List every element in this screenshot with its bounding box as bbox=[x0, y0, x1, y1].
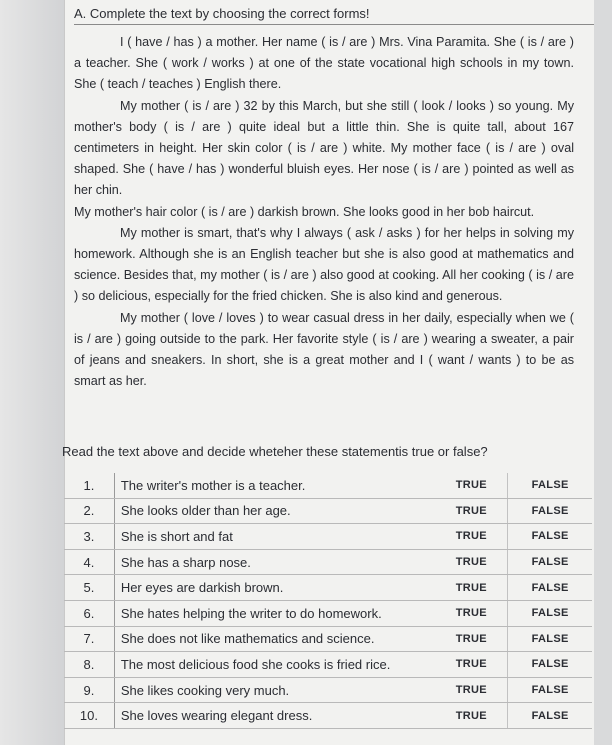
false-option[interactable]: FALSE bbox=[508, 473, 592, 498]
statement-number: 4. bbox=[64, 549, 114, 575]
statement-text: She likes cooking very much. bbox=[114, 677, 435, 703]
false-option[interactable]: FALSE bbox=[508, 524, 592, 550]
statement-row bbox=[64, 677, 592, 703]
statement-row bbox=[64, 498, 592, 524]
passage-paragraph: My mother is smart, that's why I always ( ask / asks ) for her helps in solving my homework. Although she is an English teacher but she is also good at mathematics and science. Besides that, my mother ( is / are ) also good at cooking. All her cooking ( is / are ) so delicious, especially for the fried chicken. She is also kind and generous. bbox=[74, 225, 574, 304]
false-option[interactable]: FALSE bbox=[508, 600, 592, 626]
true-option[interactable]: TRUE bbox=[435, 652, 507, 678]
statement-row bbox=[64, 703, 592, 729]
statement-text: She has a sharp nose. bbox=[114, 549, 435, 575]
false-option[interactable]: FALSE bbox=[508, 703, 592, 729]
page-margin bbox=[0, 0, 64, 745]
true-option[interactable]: TRUE bbox=[435, 473, 507, 498]
reading-passage bbox=[74, 32, 574, 392]
statement-row bbox=[64, 549, 592, 575]
statement-text: She is short and fat bbox=[114, 524, 435, 550]
instruction-text: Read the text above and decide wheteher these statementis true or false? bbox=[62, 444, 488, 459]
statement-number: 6. bbox=[64, 600, 114, 626]
statement-row bbox=[64, 652, 592, 678]
statement-text: The writer's mother is a teacher. bbox=[114, 473, 435, 498]
passage-paragraph: My mother ( is / are ) 32 by this March, but she still ( look / looks ) so young. My mother's body ( is / are ) quite ideal but a little thin. She is quite tall, about 167 centimeters in height. Her skin color ( is / are ) white. My mother face ( is / are ) oval shaped. She ( have / has ) wonderful bluish eyes. Her nose ( is / are ) pointed as well as her chin. bbox=[74, 98, 574, 198]
false-option[interactable]: FALSE bbox=[508, 498, 592, 524]
true-option[interactable]: TRUE bbox=[435, 524, 507, 550]
statement-number: 3. bbox=[64, 524, 114, 550]
statement-text: The most delicious food she cooks is fried rice. bbox=[114, 652, 435, 678]
statement-number: 10. bbox=[64, 703, 114, 729]
passage-paragraph: My mother's hair color ( is / are ) darkish brown. She looks good in her bob haircut. bbox=[74, 204, 535, 219]
statement-number: 5. bbox=[64, 575, 114, 601]
true-option[interactable]: TRUE bbox=[435, 677, 507, 703]
statement-text: She loves wearing elegant dress. bbox=[114, 703, 435, 729]
true-option[interactable]: TRUE bbox=[435, 549, 507, 575]
true-option[interactable]: TRUE bbox=[435, 703, 507, 729]
statement-number: 8. bbox=[64, 652, 114, 678]
false-option[interactable]: FALSE bbox=[508, 549, 592, 575]
true-option[interactable]: TRUE bbox=[435, 498, 507, 524]
section-title: A. Complete the text by choosing the correct forms! bbox=[74, 6, 594, 25]
true-option[interactable]: TRUE bbox=[435, 600, 507, 626]
statement-number: 9. bbox=[64, 677, 114, 703]
statement-row bbox=[64, 626, 592, 652]
statement-text: She hates helping the writer to do homework. bbox=[114, 600, 435, 626]
true-option[interactable]: TRUE bbox=[435, 575, 507, 601]
statement-number: 1. bbox=[64, 473, 114, 498]
false-option[interactable]: FALSE bbox=[508, 652, 592, 678]
statement-row bbox=[64, 524, 592, 550]
false-option[interactable]: FALSE bbox=[508, 626, 592, 652]
true-option[interactable]: TRUE bbox=[435, 626, 507, 652]
true-false-table bbox=[64, 473, 592, 729]
statement-number: 7. bbox=[64, 626, 114, 652]
statement-row bbox=[64, 473, 592, 498]
statement-row bbox=[64, 600, 592, 626]
statement-text: She looks older than her age. bbox=[114, 498, 435, 524]
passage-paragraph: My mother ( love / loves ) to wear casual dress in her daily, especially when we ( is / are ) going outside to the park. Her favorite style ( is / are ) wearing a sweater, a pair of jeans and sneakers. In short, she is a great mother and I ( want / wants ) to be as smart as her. bbox=[74, 310, 574, 389]
statement-row bbox=[64, 575, 592, 601]
passage-paragraph: I ( have / has ) a mother. Her name ( is / are ) Mrs. Vina Paramita. She ( is / are ) a teacher. She ( work / works ) at one of the state vocational high schools in my town. She ( teach / teaches ) English there. bbox=[74, 35, 574, 92]
false-option[interactable]: FALSE bbox=[508, 677, 592, 703]
false-option[interactable]: FALSE bbox=[508, 575, 592, 601]
statement-number: 2. bbox=[64, 498, 114, 524]
statement-text: She does not like mathematics and science. bbox=[114, 626, 435, 652]
statement-text: Her eyes are darkish brown. bbox=[114, 575, 435, 601]
